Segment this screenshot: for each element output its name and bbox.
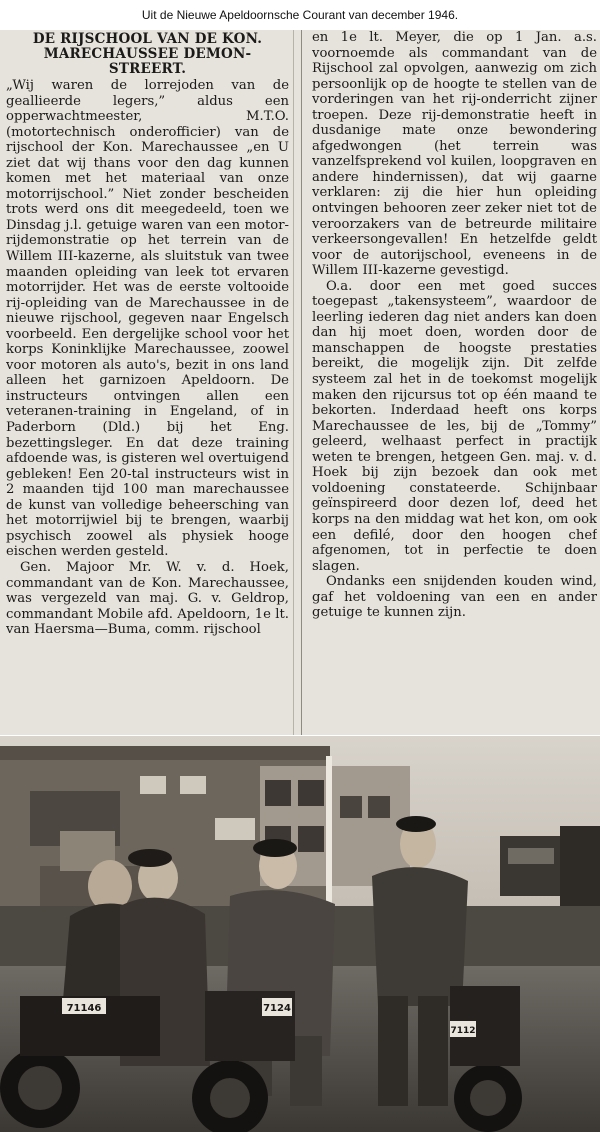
- article-column-right: [312, 30, 597, 735]
- column-divider: [301, 30, 302, 735]
- article-headline: DE RIJSCHOOL VAN DE KON. MARECHAUSSEE DEMON- STREERT.: [32, 31, 263, 77]
- article-paragraph: Ondanks een snijdenden kouden wind, gaf het voldoening van een en ander getuige te kunnen zijn.: [312, 574, 597, 621]
- article-column-left: [6, 30, 289, 735]
- page-caption: Uit de Nieuwe Apeldoornsche Courant van december 1946.: [141, 8, 459, 22]
- newspaper-clipping: [0, 30, 600, 735]
- article-paragraph: en 1e lt. Meyer, die op 1 Jan. a.s. voornoemde als commandant van de Rijschool zal opvolgen, aanwezig om zich persoonlijk op de hoogte te stellen van de vorderingen van het rij-onderricht zijner troepen. Deze rij-demonstratie heeft in dusdanige mate onze bewondering afgedwongen (het terrein was vanzelfsprekend vol kuilen, loopgraven en andere hindernissen), dat wij gaarne verklaren: zij die hier hun opleiding ontvingen behooren zeer zeker niet tot de veroorzakers van de betreurde militaire verkeersongevallen! En hetzelfde geldt voor de autorijschool, eveneens in de Willem III-kazerne gevestigd.: [312, 30, 597, 279]
- army-truck: [500, 826, 600, 906]
- plate-number: 7124: [263, 1003, 291, 1014]
- article-paragraph: O.a. door een met goed succes toegepast „takensysteem”, waardoor de leerling iederen dag niet anders kan doen dan hij moet doen, worden door de manschappen de hoogste prestaties bereikt, die mogelijk zijn. Dit zelfde systeem zal het in de toekomst mogelijk maken den rijcursus tot op één maand te bekorten. Inderdaad heeft ons korps Marechaussee de les, bij de „Tommy” geleerd, welhaast perfect in practijk weten te brengen, hetgeen Gen. maj. v. d. Hoek bij zijn bezoek dan ook met voldoening constateerde. Schijnbaar geïnspireerd door dezen lof, deed het korps na den middag wat het kon, om ook een defilé, door den hoogen chef afgenomen, tot in perfectie te doen slagen.: [312, 278, 597, 574]
- plate-number: 71146: [66, 1003, 102, 1014]
- motorcycle-right: [450, 986, 522, 1132]
- article-paragraph: „Wij waren de lorrejoden van de geallieerde legers,” aldus een opperwachtmeester, M.T.O. (motortechnisch onderofficier) van de rijschool der Kon. Marechaussee „en U ziet dat wij thans voor den dag kunnen komen met het materiaal van onze motorrijschool.” Niet zonder bescheiden trots werd ons dit meegedeeld, toen we Dinsdag j.l. getuige waren van een motor-rijdemonstratie op het terrein van de Willem III-kazerne, als sluitstuk van twee maanden opleiding van leek tot ervaren motorrijder. Het was de eerste voltooide rij-opleiding van de Marechaussee in de nieuwe rijschool, gegeven naar Engelsch voorbeeld. Een dergelijke school voor het korps Koninklijke Marechaussee, zoowel voor motoren als auto's, bezit in ons land alleen het garnizoen Apeldoorn. De instructeurs ontvingen allen een veteranen-training in Engeland, of in Paderborn (Dld.) bij het Eng. bezettingsleger. En dat deze training afdoende was, is gisteren wel overtuigend gebleken! Een 20-tal instructeurs wist in 2 maanden tijd 100 man marechaussee de kunst van volledige beheersching van het motorrijwiel bij te brengen, waarbij psychisch zoowel als physiek hooge eischen werden gesteld.: [6, 78, 289, 560]
- column-rule: [293, 30, 294, 735]
- historic-photo: [0, 736, 600, 1132]
- plate-number: 7112: [450, 1026, 476, 1036]
- flag-pole: [326, 756, 332, 926]
- article-paragraph: Gen. Majoor Mr. W. v. d. Hoek, commandant van de Kon. Marechaussee, was vergezeld van maj. G. v. Geldrop, commandant Mobile afd. Apeldoorn, 1e lt. van Haersma—Buma, comm. rijschool: [6, 559, 289, 638]
